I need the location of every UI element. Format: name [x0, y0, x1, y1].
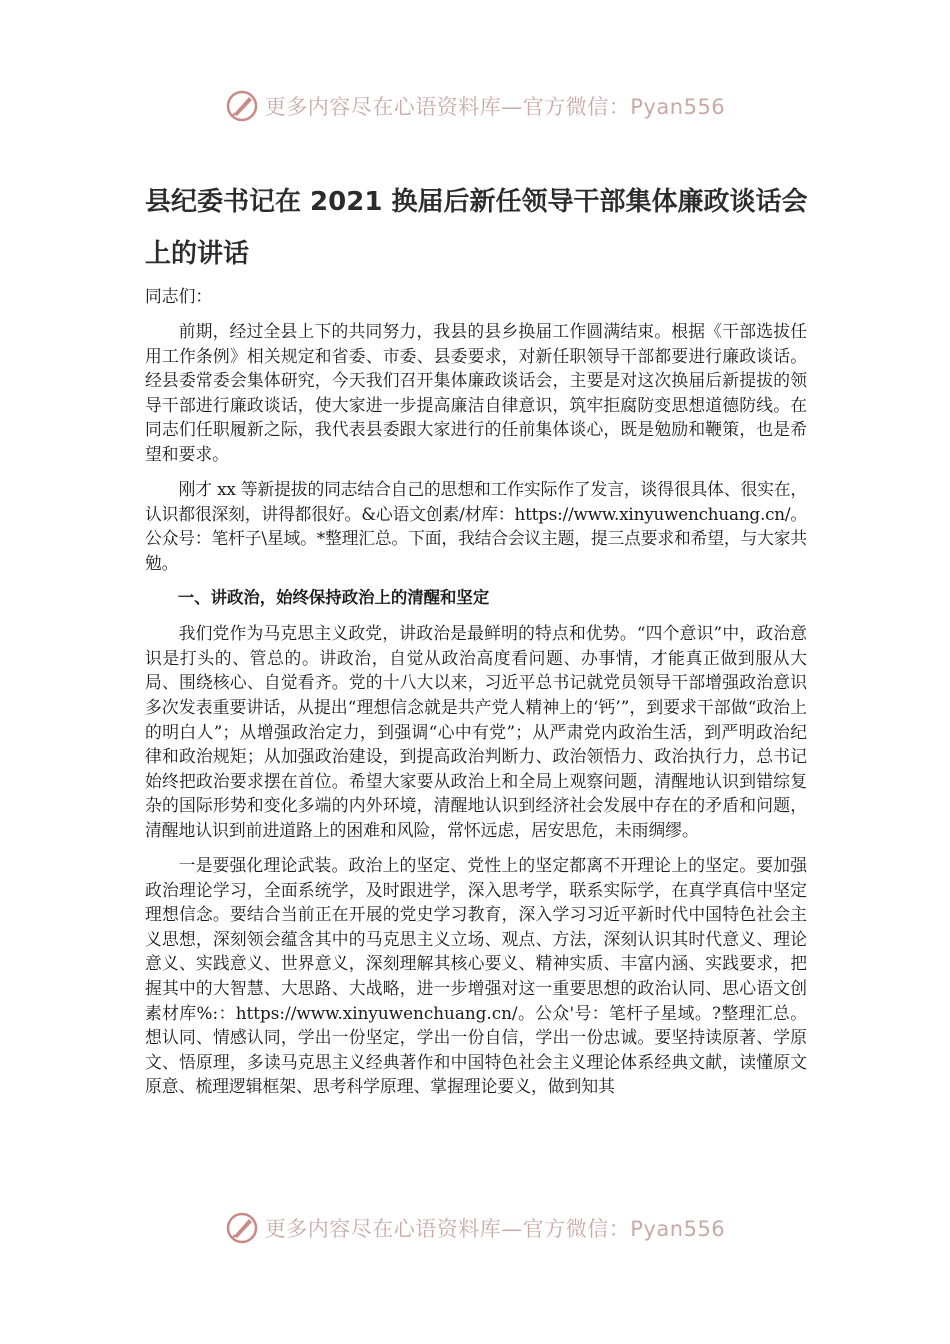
quill-pen-logo-icon — [225, 89, 259, 123]
watermark-banner-top — [0, 86, 950, 126]
paragraph: 刚才 xx 等新提拔的同志结合自己的思想和工作实际作了发言，谈得很具体、很实在，认识都很深刻，讲得都很好。&心语文创素/材库：https://www.xinyuwenchuang.cn/。公众号：笔杆子\星域。*整理汇总。下面，我结合会议主题，提三点要求和希望，与大家共勉。 — [145, 479, 807, 573]
quill-pen-logo-icon — [225, 1211, 259, 1245]
paragraph: 前期，经过全县上下的共同努力，我县的县乡换届工作圆满结束。根据《干部选拔任用工作条例》相关规定和省委、市委、县委要求，对新任职领导干部都要进行廉政谈话。经县委常委会集体研究，今天我们召开集体廉政谈话会，主要是对这次换届后新提拔的领导干部进行廉政谈话，使大家进一步提高廉洁自律意识，筑牢拒腐防变思想道德防线。在同志们任职履新之际，我代表县委跟大家进行的任前集体谈心，既是勉励和鞭策，也是希望和要求。 — [145, 321, 807, 465]
document-title: 县纪委书记在 2021 换届后新任领导干部集体廉政谈话会上的讲话 — [145, 187, 808, 269]
salutation: 同志们： — [145, 286, 213, 306]
section-heading: 一、讲政治，始终保持政治上的清醒和坚定 — [177, 588, 490, 608]
watermark-text: 更多内容尽在心语资料库—官方微信：Pyan556 — [264, 1217, 726, 1241]
document-body — [145, 284, 807, 1109]
paragraph: 我们党作为马克思主义政党，讲政治是最鲜明的特点和优势。“四个意识”中，政治意识是打头的、管总的。讲政治，自觉从政治高度看问题、办事情，才能真正做到服从大局、围绕核心、自觉看齐。党的十八大以来，习近平总书记就党员领导干部增强政治意识多次发表重要讲话，从提出“理想信念就是共产党人精神上的‘钙’”，到要求干部做“政治上的明白人”；从增强政治定力，到强调“心中有党”；从严肃党内政治生活，到严明政治纪律和政治规矩；从加强政治建设，到提高政治判断力、政治领悟力、政治执行力，总书记始终把政治要求摆在首位。希望大家要从政治上和全局上观察问题，清醒地认识到错综复杂的国际形势和变化多端的内外环境，清醒地认识到经济社会发展中存在的矛盾和问题，清醒地认识到前进道路上的困难和风险，常怀远虑，居安思危，未雨绸缪。 — [145, 623, 807, 840]
watermark-text: 更多内容尽在心语资料库—官方微信：Pyan556 — [264, 95, 726, 119]
paragraph: 一是要强化理论武装。政治上的坚定、党性上的坚定都离不开理论上的坚定。要加强政治理论学习，全面系统学，及时跟进学，深入思考学，联系实际学，在真学真信中坚定理想信念。要结合当前正在开展的党史学习教育，深入学习习近平新时代中国特色社会主义思想，深刻领会蕴含其中的马克思主义立场、观点、方法，深刻认识其时代意义、理论意义、实践意义、世界意义，深刻理解其核心要义、精神实质、丰富内涵、实践要求，把握其中的大智慧、大思路、大战略，进一步增强对这一重要思想的政治认同、思心语文创素材库%:：https://www.xinyuwenchuang.cn/。公众'号：笔杆子星域。?整理汇总。想认同、情感认同，学出一份坚定，学出一份自信，学出一份忠诚。要坚持读原著、学原文、悟原理，多读马克思主义经典著作和中国特色社会主义理论体系经典文献，读懂原文原意、梳理逻辑框架、思考科学原理、掌握理论要义，做到知其 — [145, 854, 807, 1097]
watermark-banner-bottom — [0, 1208, 950, 1248]
